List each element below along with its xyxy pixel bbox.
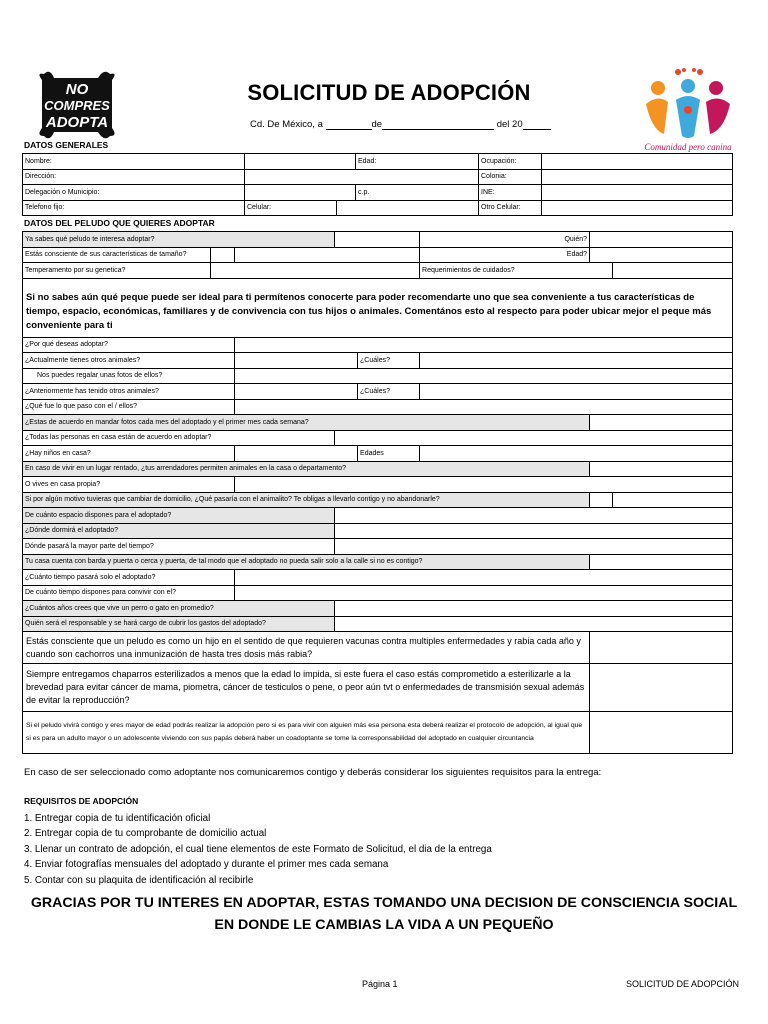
q-tamano: Estás consciente de sus características de tamaño? bbox=[23, 247, 211, 263]
cuales-field[interactable] bbox=[420, 353, 733, 369]
esterilizados-statement: Siempre entregamos chaparros esterilizados a menos que la edad lo impida, si este fuera el caso estás comprometido a esterilizarle a la brevedad para evitar cáncer de mama, piometra, cáncer de testiculos o pene, o peor aún tvt o enfermedades de transmisión sexual además de evitar la reproducción? bbox=[23, 664, 590, 712]
edad-pet-label: Edad? bbox=[420, 247, 590, 263]
direccion-label: Dirección: bbox=[23, 169, 245, 185]
ine-label: INE: bbox=[479, 185, 542, 201]
table-row bbox=[23, 200, 733, 216]
table-row bbox=[23, 263, 733, 279]
table-row bbox=[23, 632, 733, 664]
q-rentado-answer[interactable] bbox=[590, 461, 733, 477]
table-row bbox=[23, 415, 733, 431]
edades-field[interactable] bbox=[420, 446, 733, 462]
logo-caption: Comunidad pero canina bbox=[644, 142, 732, 152]
table-row bbox=[23, 337, 733, 353]
general-data-table bbox=[22, 153, 733, 216]
q-vive-anos: ¿Cuántos años crees que vive un perro o gato en promedio? bbox=[23, 601, 335, 617]
pet-section-title: DATOS DEL PELUDO QUE QUIERES ADOPTAR bbox=[24, 218, 215, 228]
thanks-message bbox=[0, 892, 768, 936]
q-cambiar-check[interactable] bbox=[590, 492, 613, 508]
celular-label: Celular: bbox=[245, 200, 337, 216]
q-convivir-answer[interactable] bbox=[235, 585, 733, 601]
cuales2-field[interactable] bbox=[420, 384, 733, 400]
quien-field[interactable] bbox=[590, 232, 733, 248]
table-row bbox=[23, 430, 733, 446]
delegacion-field[interactable] bbox=[245, 185, 356, 201]
q-pasara-tiempo-answer[interactable] bbox=[335, 539, 733, 555]
cuales2-label: ¿Cuáles? bbox=[358, 384, 420, 400]
ocupacion-label: Ocupación: bbox=[479, 154, 542, 170]
document-title: SOLICITUD DE ADOPCIÓN bbox=[247, 80, 531, 105]
logo-word-adopta: ADOPTA bbox=[45, 114, 109, 131]
city-label: Cd. De México, a bbox=[250, 119, 323, 130]
q-espacio: De cuánto espacio dispones para el adoptado? bbox=[23, 508, 335, 524]
q-porque: ¿Por qué deseas adoptar? bbox=[23, 337, 235, 353]
q-fotos: Nos puedes regalar unas fotos de ellos? bbox=[23, 368, 235, 384]
table-row bbox=[23, 461, 733, 477]
q-dormira: ¿Dónde dormirá el adoptado? bbox=[23, 523, 335, 539]
q-fotos-answer[interactable] bbox=[235, 368, 733, 384]
q-tienes-answer[interactable] bbox=[235, 353, 358, 369]
q-porque-answer[interactable] bbox=[235, 337, 733, 353]
table-row bbox=[23, 446, 733, 462]
delegacion-label: Delegación o Municipio: bbox=[23, 185, 245, 201]
thanks-line-2: EN DONDE LE CAMBIAS LA VIDA A UN PEQUEÑO bbox=[214, 917, 554, 933]
colonia-field[interactable] bbox=[542, 169, 733, 185]
req-cuidados-field[interactable] bbox=[613, 263, 733, 279]
q-casa-propia-answer[interactable] bbox=[235, 477, 733, 493]
q-que-paso: ¿Qué fue lo que paso con el / ellos? bbox=[23, 399, 235, 415]
list-item: 2. Entregar copia de tu comprobante de domicilio actual bbox=[24, 828, 267, 840]
q-ninos: ¿Hay niños en casa? bbox=[23, 446, 235, 462]
table-row bbox=[23, 664, 733, 712]
colonia-label: Colonia: bbox=[479, 169, 542, 185]
comunidad-logo bbox=[638, 64, 738, 154]
cp-label: c.p. bbox=[356, 185, 479, 201]
q-responsable: Quién será el responsable y se hará cargo de cubrir los gastos del adoptado? bbox=[23, 616, 335, 632]
requirements-title: REQUISITOS DE ADOPCIÓN bbox=[24, 796, 139, 806]
q-mandar-fotos-answer[interactable] bbox=[590, 415, 733, 431]
year-blank[interactable] bbox=[523, 120, 551, 130]
q-barda-answer[interactable] bbox=[590, 554, 733, 570]
footer-title: SOLICITUD DE ADOPCIÓN bbox=[626, 979, 740, 989]
vacunas-answer[interactable] bbox=[590, 632, 733, 664]
nombre-label: Nombre: bbox=[23, 154, 245, 170]
general-section-title: DATOS GENERALES bbox=[24, 140, 109, 150]
otro-celular-field[interactable] bbox=[542, 200, 733, 216]
q-dormira-answer[interactable] bbox=[335, 523, 733, 539]
q-rentado: En caso de vivir en un lugar rentado, ¿tus arrendadores permiten animales en la casa o departamento? bbox=[23, 461, 590, 477]
table-row bbox=[23, 539, 733, 555]
list-item: 3. Llenar un contrato de adopción, el cual tiene elementos de este Formato de Solicitud, el dia de la entrega bbox=[24, 843, 492, 855]
q-cambiar-domicilio: Si por algún motivo tuvieras que cambiar de domicilio, ¿Qué pasaría con el animalito? Te obligas a llevarlo contigo y no abandonarle? bbox=[23, 492, 590, 508]
cuales-label: ¿Cuáles? bbox=[358, 353, 420, 369]
q-temperamento-answer[interactable] bbox=[211, 263, 420, 279]
q-mandar-fotos: ¿Estas de acuerdo en mandar fotos cada mes del adoptado y el primer mes cada semana? bbox=[23, 415, 590, 431]
table-row bbox=[23, 616, 733, 632]
table-row bbox=[23, 492, 733, 508]
q-tamano-answer[interactable] bbox=[235, 247, 420, 263]
coadoptante-answer[interactable] bbox=[590, 712, 733, 754]
day-blank[interactable] bbox=[326, 120, 372, 130]
q-tamano-check[interactable] bbox=[211, 247, 235, 263]
q-tienes-animales: ¿Actualmente tienes otros animales? bbox=[23, 353, 235, 369]
q-vive-anos-answer[interactable] bbox=[335, 601, 733, 617]
q-tiempo-solo: ¿Cuánto tiempo pasará solo el adoptado? bbox=[23, 570, 235, 586]
table-row bbox=[23, 384, 733, 400]
direccion-field[interactable] bbox=[245, 169, 479, 185]
quien-label: Quién? bbox=[420, 232, 590, 248]
q-temperamento: Temperamento por su genetica? bbox=[23, 263, 211, 279]
q-todos-acuerdo: ¿Todas las personas en casa están de acuerdo en adoptar? bbox=[23, 430, 335, 446]
esterilizados-answer[interactable] bbox=[590, 664, 733, 712]
table-row bbox=[23, 185, 733, 201]
table-row bbox=[23, 523, 733, 539]
table-row bbox=[23, 508, 733, 524]
table-row bbox=[23, 368, 733, 384]
ocupacion-field[interactable] bbox=[542, 154, 733, 170]
q-cambiar-answer[interactable] bbox=[613, 492, 733, 508]
logo-word-no: NO bbox=[65, 81, 89, 98]
req-cuidados-label: Requerimientos de cuidados? bbox=[420, 263, 613, 279]
table-row bbox=[23, 477, 733, 493]
edad-label: Edad: bbox=[356, 154, 479, 170]
list-item: 5. Contar con su plaquita de identificación al recibirle bbox=[24, 874, 254, 886]
q-anteriormente-answer[interactable] bbox=[235, 384, 358, 400]
table-row bbox=[23, 154, 733, 170]
table-row bbox=[23, 353, 733, 369]
q-ninos-answer[interactable] bbox=[235, 446, 358, 462]
edad-pet-field[interactable] bbox=[590, 247, 733, 263]
q-sabes-answer[interactable] bbox=[335, 232, 420, 248]
ine-field[interactable] bbox=[542, 185, 733, 201]
q-pasara-tiempo: Dónde pasará la mayor parte del tiempo? bbox=[23, 539, 335, 555]
thanks-line-1: GRACIAS POR TU INTERES EN ADOPTAR, ESTAS TOMANDO UNA DECISION DE CONSCIENCIA SOCIAL bbox=[30, 895, 738, 911]
selected-notice: En caso de ser seleccionado como adoptante nos comunicaremos contigo y deberás considerar los siguientes requisitos para la entrega: bbox=[24, 767, 602, 778]
table-row bbox=[23, 712, 733, 754]
celular-field[interactable] bbox=[337, 200, 479, 216]
month-blank[interactable] bbox=[382, 120, 494, 130]
edades-label: Edades bbox=[358, 446, 420, 462]
table-row bbox=[23, 169, 733, 185]
table-row bbox=[23, 399, 733, 415]
table-row bbox=[23, 601, 733, 617]
pet-data-table bbox=[22, 231, 733, 754]
table-row bbox=[23, 585, 733, 601]
table-row bbox=[23, 232, 733, 248]
table-row bbox=[23, 570, 733, 586]
table-row bbox=[23, 278, 733, 337]
city-date-line bbox=[250, 119, 551, 130]
vacunas-statement: Estás consciente que un peludo es como un hijo en el sentido de que requieren vacunas contra multiples enfermedades y rabia cada año y cuando son cachorros una inmunización de hasta tres dosis más rabia? bbox=[23, 632, 590, 664]
q-sabes-peludo: Ya sabes qué peludo te interesa adoptar? bbox=[23, 232, 335, 248]
q-que-paso-answer[interactable] bbox=[235, 399, 733, 415]
list-item: 1. Entregar copia de tu identificación oficial bbox=[24, 813, 211, 824]
table-row bbox=[23, 247, 733, 263]
list-item: 4. Enviar fotografías mensuales del adoptado y durante el primer mes cada semana bbox=[24, 859, 389, 871]
otro-celular-label: Otro Celular: bbox=[479, 200, 542, 216]
intro-paragraph: Si no sabes aún qué peque puede ser ideal para ti permítenos conocerte para poder recomendarte uno que sea conveniente a tus características de tiempo, espacio, económicas, familiares y de convivencia con tus hijos o animales. Comentános esto al respecto para poder ubicar mejor el peque más conveniente para ti bbox=[23, 278, 733, 337]
requirements-list bbox=[24, 811, 492, 888]
de-label: de bbox=[371, 119, 383, 130]
q-barda: Tu casa cuenta con barda y puerta o cerca y puerta, de tal modo que el adoptado no pueda salir solo a la calle si no es contigo? bbox=[23, 554, 590, 570]
year-label: del 20 bbox=[496, 119, 523, 130]
q-todos-acuerdo-answer[interactable] bbox=[335, 430, 733, 446]
logo-word-compres: COMPRES bbox=[44, 98, 110, 113]
q-casa-propia: O vives en casa propia? bbox=[23, 477, 235, 493]
q-tiempo-solo-answer[interactable] bbox=[235, 570, 733, 586]
q-espacio-answer[interactable] bbox=[335, 508, 733, 524]
telefono-label: Telefono fijo: bbox=[23, 200, 245, 216]
nombre-field[interactable] bbox=[245, 154, 356, 170]
q-convivir: De cuánto tiempo dispones para convivir con el? bbox=[23, 585, 235, 601]
page-number: Página 1 bbox=[362, 979, 398, 989]
table-row bbox=[23, 554, 733, 570]
q-anteriormente: ¿Anteriormente has tenido otros animales? bbox=[23, 384, 235, 400]
coadoptante-statement: Si el peludo vivirá contigo y eres mayor de edad podrás realizar la adopción pero si es para vivir con alguien más esa persona esta deberá realizar el protocolo de adopción, al igual que si es para un adulto mayor o un adolescente viviendo con sus papás deberá haber un coadoptante se tome la corresponsabilidad del adoptado en cualquier circuntancia bbox=[23, 712, 590, 754]
q-responsable-answer[interactable] bbox=[335, 616, 733, 632]
